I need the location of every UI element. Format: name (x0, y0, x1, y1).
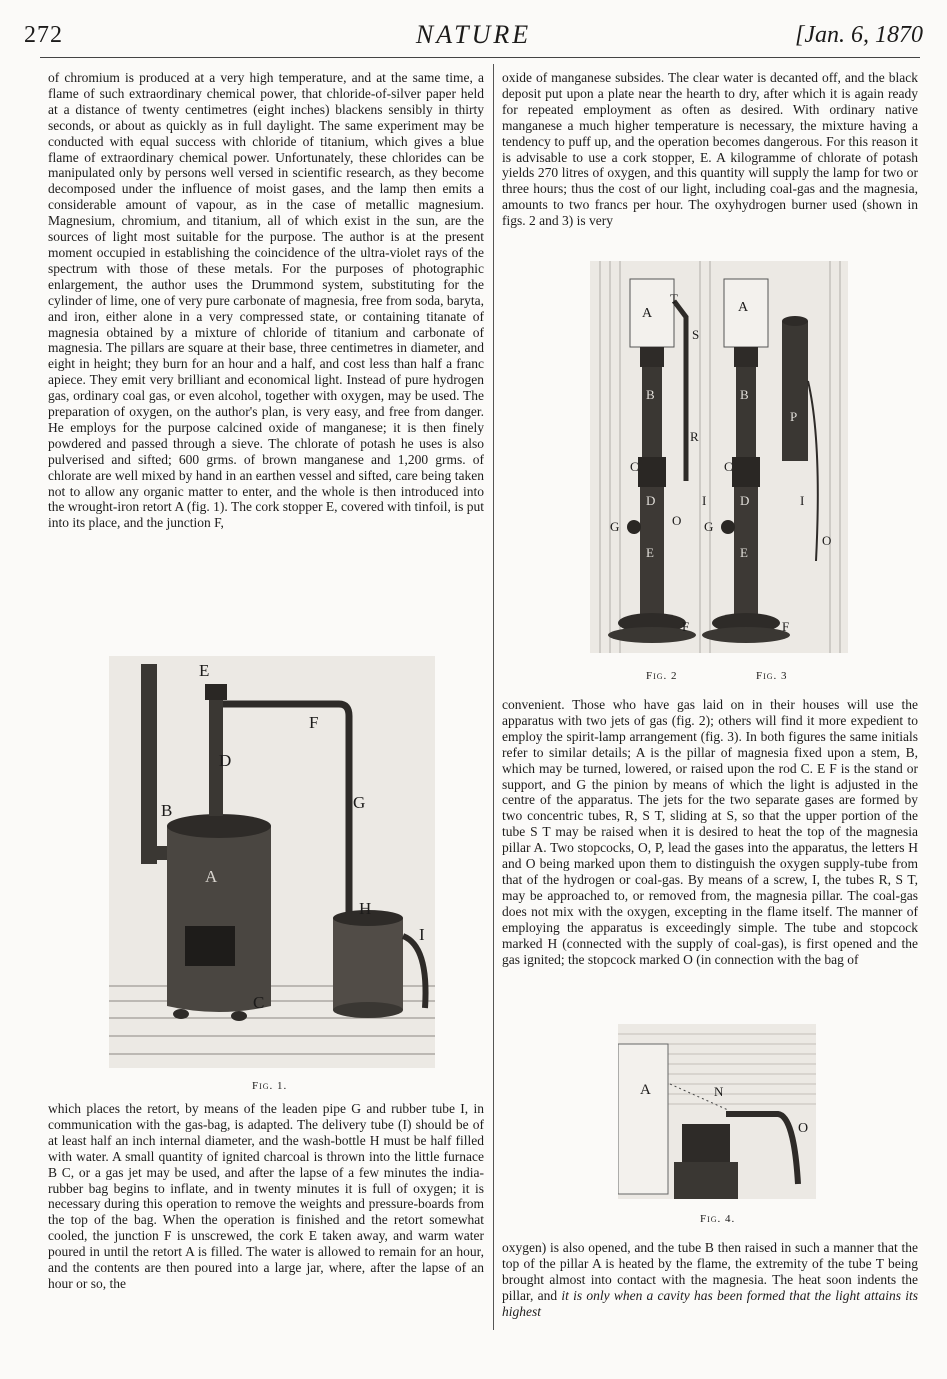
figure-3-caption: Fig. 3 (756, 670, 788, 682)
fig3-label-f: F (782, 619, 790, 634)
right-paragraph-2: convenient. Those who have gas laid on in their houses will use the apparatus with two jets of gas (fig. 2); others will find it more expedient to employ the spirit-lamp arrangement (fig. 3). In both figures the same initials refer to similar details; A is the pillar of magnesia fixed upon a stem, B, which may be turned, lowered, or raised upon the rod C. E F is the stand or support, and G the pinion by means of which the light is adjusted in the centre of the apparatus. The jets for the two separate gases are formed by two concentric tubes, R, S T, sliding at S, so that the upper portion of the tube S T may be raised when it is desired to heat the top of the magnesia pillar A. Two stopcocks, O, P, lead the gases into the apparatus, the letters H and O being marked upon them to distinguish the oxygen supply-tube from that of the hydrogen or coal-gas. By means of a screw, I, the tubes R, S T, may be approached to, or removed from, the magnesia pillar. The coal-gas does not mix with the oxygen, excepting in the flame itself. The manner of employing the apparatus is exceedingly simple. The tube and stopcock marked H (connected with the supply of coal-gas), is first opened and the gas ignited; the stopcock marked O (in connection with the bag of (502, 697, 918, 967)
fig2-label-a: A (642, 306, 653, 321)
figure-2-3-drawing (590, 261, 848, 653)
right-paragraph-1: oxide of manganese subsides. The clear water is decanted off, and the black deposit put upon a plate near the hearth to dry, after which it is again ready for repeated employment as often as desired. With ordinary native manganese a much higher temperature is necessary, the mixture having a tendency to puff up, and the operation becomes dangerous. For this reason it is advisable to use a cork stopper, E. A kilogramme of chlorate of potash yields 270 litres of oxygen, and this quantity will supply the lamp for two or three hours; thus the cost of our light, including coal-gas and the magnesia, amounts to two francs per hour. The oxyhydrogen burner used (shown in figs. 2 and 3) is very (502, 70, 918, 229)
fig4-label-a: A (640, 1082, 651, 1098)
fig2-label-i: I (702, 493, 707, 508)
figure-2-caption: Fig. 2 (646, 670, 678, 682)
fig1-label-i: I (419, 925, 425, 944)
fig1-label-e: E (199, 661, 210, 680)
fig1-label-b: B (161, 801, 173, 820)
fig1-label-f: F (309, 713, 319, 732)
running-header (0, 18, 947, 52)
fig3-label-c: C (724, 459, 733, 474)
column-divider (493, 64, 494, 1330)
fig3-label-d: D (740, 493, 750, 508)
figure-4-caption: Fig. 4. (700, 1213, 736, 1225)
fig3-label-a: A (738, 300, 749, 315)
issue-date: [Jan. 6, 1870 (795, 22, 923, 48)
page-number: 272 (24, 22, 63, 48)
right-paragraph-3 (502, 1240, 918, 1328)
fig3-label-p: P (790, 409, 798, 424)
fig3-label-b: B (740, 387, 749, 402)
fig3-label-o: O (822, 533, 832, 548)
fig2-label-t: T (670, 291, 678, 306)
figure-4-drawing (618, 1024, 816, 1199)
fig3-label-e: E (740, 545, 748, 560)
fig1-label-g: G (353, 793, 366, 812)
left-paragraph-2: which places the retort, by means of the leaden pipe G and rubber tube I, in communication with the gas-bag, is adapted. The delivery tube (I) should be of at least half an inch internal diameter, and the wash-bottle H must be half filled with water. A small quantity of ignited charcoal is thrown into the little furnace B C, or a gas jet may be used, and after the lapse of a few minutes the india-rubber bag begins to inflate, and in twenty minutes it is full of oxygen; it is necessary during this operation to remove the weights and pressure-boards from the top of the bag. When the operation is finished and the retort somewhat cooled, the junction F is unscrewed, the cork E taken away, and warm water poured in until the retort A is filled. The water is allowed to remain for an hour, and the contents are then poured into a large jar, where, after the lapse of an hour or so, the (48, 1101, 484, 1291)
fig4-label-o: O (798, 1121, 809, 1136)
fig2-label-o: O (672, 513, 682, 528)
fig1-label-a: A (205, 867, 218, 886)
fig2-label-b: B (646, 387, 655, 402)
figure-1-caption: Fig. 1. (252, 1080, 288, 1092)
fig2-label-f: F (682, 619, 690, 634)
fig2-label-r: R (690, 429, 699, 444)
fig1-label-c: C (253, 993, 265, 1012)
right-paragraph-3-text: oxygen) is also opened, and the tube B then raised in such a manner that the top of the pillar A is heated by the flame, the extremity of the tube T being brought almost into contact with the magnesia. The heat soon indents the pillar, and (502, 1240, 918, 1303)
fig3-label-i: I (800, 493, 805, 508)
right-paragraph-3-italic: it is only when a cavity has been formed that the light attains its highest (502, 1287, 918, 1319)
figure-2-3-illustration (590, 261, 848, 653)
fig2-label-g: G (610, 519, 620, 534)
figure-1-illustration (109, 656, 435, 1068)
fig4-label-n: N (714, 1084, 724, 1099)
journal-title: NATURE (415, 20, 532, 49)
left-paragraph-1: of chromium is produced at a very high temperature, and at the same time, a flame of such extraordinary chemical power, that chloride-of-silver paper held at a distance of twenty centimetres (eight inches) blackens sensibly in thirty seconds, or about as quickly as in full daylight. The same experiment may be conducted with equal success with chloride of titanium, which gives a blue flame of extraordinary chemical power. Unfortunately, these chlorides can be manipulated only by persons well versed in scientific research, as they become decomposed under the influence of moist gases, and the lamp then emits a considerable amount of vapour, as in the case of metallic magnesium. Magnesium, chromium, and titanium, all of which exist in the sun, are the sources of light most suitable for the purpose. The author is at the present moment occupied in establishing the coincidence of the ultra-violet rays of the spectrum with those of these metals. For the purposes of photographic enlargement, the author uses the Drummond system, substituting for the cylinder of lime, one of very pure carbonate of magnesia, free from soda, baryta, and iron, either alone in a very compressed state, or containing titanate of magnesia obtained by a mixture of chloride of titanium and carbonate of magnesia. The pillars are square at their base, three centimetres in diameter, and eight in height; they burn for an hour and a half, and cost less than half a franc apiece. They emit very brilliant and economical light. Instead of pure hydrogen gas, ordinary coal gas, or even alcohol, together with oxygen, may be used. The preparation of oxygen, on the author's plan, is very easy, and free from danger. He employs for the purpose calcined oxide of manganese; it is then finely powdered and passed through a sieve. The chlorate of potash he uses is also pulverised and sifted; 600 grms. of brown manganese and 1,200 grms. of chlorate are well mixed by hand in an earthen vessel and sifted, care being taken not to allow any organic matter to enter, and the whole is then introduced into the wrought-iron retort A (fig. 1). The cork stopper E, covered with tinfoil, is put into its place, and the junction F, (48, 70, 484, 531)
fig1-label-d: D (219, 751, 232, 770)
figure-4-illustration (618, 1024, 816, 1199)
figure-1-drawing (109, 656, 435, 1068)
fig2-label-c: C (630, 459, 639, 474)
fig3-label-g: G (704, 519, 714, 534)
fig1-label-h: H (359, 899, 372, 918)
fig2-label-d: D (646, 493, 656, 508)
fig2-label-e: E (646, 545, 654, 560)
fig2-label-s: S (692, 327, 700, 342)
header-rule (40, 57, 920, 58)
